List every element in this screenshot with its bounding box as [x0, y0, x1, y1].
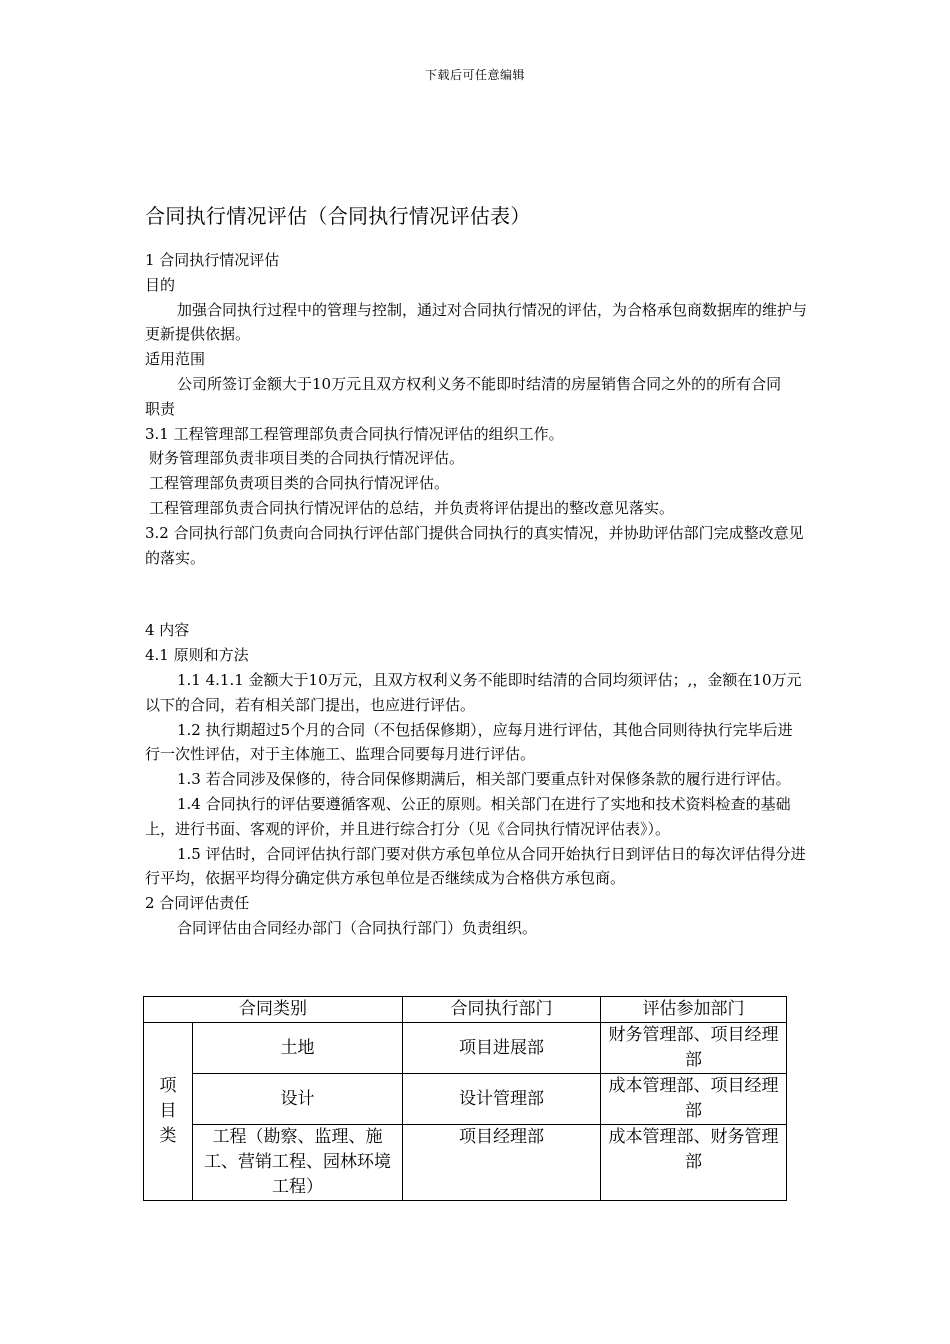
cell-exec: 项目经理部	[403, 1125, 601, 1201]
table-row	[144, 1125, 787, 1201]
duty-3-1: 3.1 工程管理部工程管理部负责合同执行情况评估的组织工作。	[145, 424, 564, 443]
section-2-heading: 2 合同评估责任	[145, 894, 250, 913]
cell-exec: 设计管理部	[403, 1074, 601, 1125]
cell-exec: 项目进展部	[403, 1023, 601, 1074]
item-1-1: 1.1 4.1.1 金额大于10万元，且双方权利义务不能即时结清的合同均须评估；,，金额在10万元以下的合同，若有相关部门提出，也应进行评估。	[145, 670, 802, 714]
group-label	[144, 1023, 193, 1201]
header-exec-dept: 合同执行部门	[403, 997, 601, 1023]
evaluation-table	[143, 996, 787, 1201]
item-1-3: 1.3 若合同涉及保修的，待合同保修期满后，相关部门要重点针对保修条款的履行进行评估。	[177, 770, 791, 789]
page-header: 下载后可任意编辑	[424, 68, 525, 82]
document-body	[145, 248, 807, 941]
section-2-text: 合同评估由合同经办部门（合同执行部门）负责组织。	[177, 918, 538, 937]
spacer	[145, 570, 807, 618]
header-contract-type: 合同类别	[144, 997, 403, 1023]
item-1-2: 1.2 执行期超过5个月的合同（不包括保修期），应每月进行评估，其他合同则待执行完毕后进行一次性评估，对于主体施工、监理合同要每月进行评估。	[145, 720, 793, 764]
item-1-4: 1.4 合同执行的评估要遵循客观、公正的原则。相关部门在进行了实地和技术资料检查的基础上，进行书面、客观的评价，并且进行综合打分（见《合同执行情况评估表》）。	[145, 794, 791, 838]
table-row	[144, 1023, 787, 1074]
cell-type: 工程（勘察、监理、施工、营销工程、园林环境工程）	[193, 1125, 403, 1201]
header-eval-dept: 评估参加部门	[601, 997, 787, 1023]
duty-project: 工程管理部负责项目类的合同执行情况评估。	[149, 474, 450, 493]
duty-summary: 工程管理部负责合同执行情况评估的总结，并负责将评估提出的整改意见落实。	[149, 498, 675, 517]
section-4-heading: 4 内容	[145, 621, 190, 640]
table-row	[144, 1074, 787, 1125]
table-header-row	[144, 997, 787, 1023]
group-label-text: 项目类	[159, 1076, 177, 1146]
document-title: 合同执行情况评估（合同执行情况评估表）	[145, 204, 531, 228]
cell-eval: 成本管理部、项目经理部	[601, 1074, 787, 1125]
section-4-1-heading: 4.1 原则和方法	[145, 646, 249, 665]
cell-type: 土地	[193, 1023, 403, 1074]
section-1-heading: 1 合同执行情况评估	[145, 251, 280, 269]
scope-label: 适用范围	[145, 350, 206, 369]
purpose-text: 加强合同执行过程中的管理与控制，通过对合同执行情况的评估，为合格承包商数据库的维护与更新提供依据。	[145, 300, 808, 344]
cell-type: 设计	[193, 1074, 403, 1125]
cell-eval: 成本管理部、财务管理部	[601, 1125, 787, 1201]
duty-3-2: 3.2 合同执行部门负责向合同执行评估部门提供合同执行的真实情况，并协助评估部门完成整改意见的落实。	[145, 523, 804, 567]
cell-eval: 财务管理部、项目经理部	[601, 1023, 787, 1074]
duty-label: 职责	[145, 399, 176, 418]
scope-text: 公司所签订金额大于10万元且双方权利义务不能即时结清的房屋销售合同之外的的所有合同	[177, 374, 782, 393]
item-1-5: 1.5 评估时，合同评估执行部门要对供方承包单位从合同开始执行日到评估日的每次评估得分进行平均，依据平均得分确定供方承包单位是否继续成为合格供方承包商。	[145, 844, 806, 888]
purpose-label: 目的	[145, 275, 176, 294]
duty-finance: 财务管理部负责非项目类的合同执行情况评估。	[149, 449, 465, 468]
